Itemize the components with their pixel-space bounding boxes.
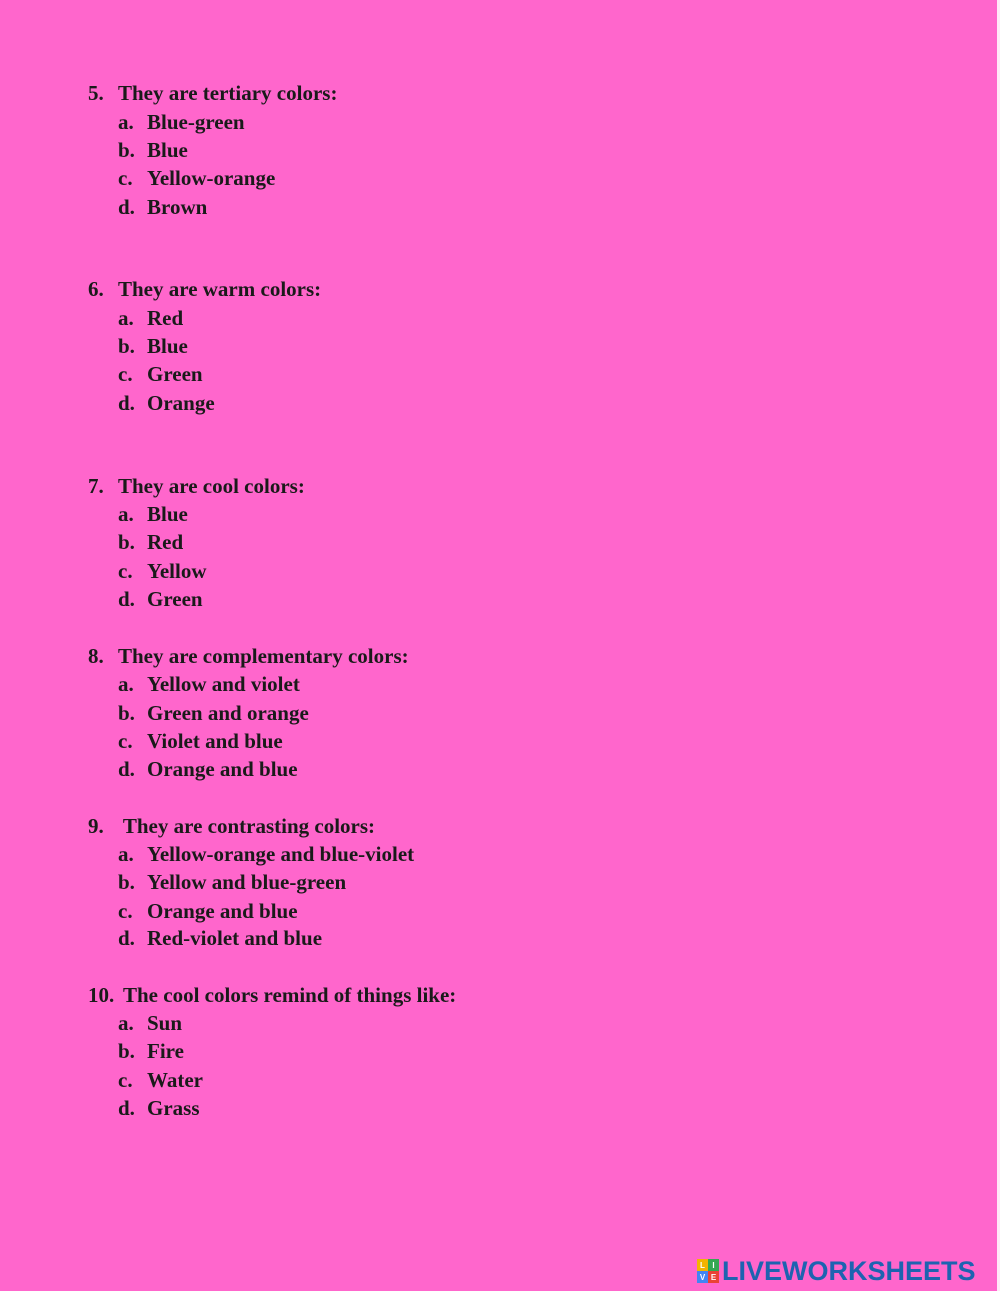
option-letter: a.	[118, 306, 134, 330]
logo-mark-letter: V	[697, 1271, 708, 1283]
option-5b[interactable]	[118, 138, 518, 162]
option-5c[interactable]	[118, 166, 518, 190]
question-number: 6.	[88, 277, 104, 301]
option-text: Grass	[147, 1096, 200, 1120]
option-9d[interactable]	[118, 926, 518, 950]
option-text: Blue	[147, 334, 188, 358]
option-letter: d.	[118, 391, 135, 415]
option-8b[interactable]	[118, 701, 518, 725]
option-letter: b.	[118, 1039, 135, 1063]
question-9	[88, 814, 588, 838]
question-5	[88, 81, 588, 105]
option-text: Red	[147, 306, 184, 330]
option-text: Orange and blue	[147, 757, 298, 781]
option-text: Violet and blue	[147, 729, 283, 753]
option-letter: b.	[118, 870, 135, 894]
option-letter: c.	[118, 166, 133, 190]
question-text: The cool colors remind of things like:	[123, 983, 457, 1007]
logo-text: LIVEWORKSHEETS	[722, 1256, 976, 1286]
option-text: Orange and blue	[147, 899, 298, 923]
option-text: Sun	[147, 1011, 183, 1035]
option-text: Fire	[147, 1039, 184, 1063]
option-text: Yellow and violet	[147, 672, 300, 696]
question-text: They are complementary colors:	[118, 644, 409, 668]
question-text: They are contrasting colors:	[118, 814, 376, 838]
option-text: Blue	[147, 502, 188, 526]
option-letter: c.	[118, 559, 133, 583]
option-text: Yellow-orange and blue-violet	[147, 842, 415, 866]
question-7	[88, 474, 588, 498]
option-letter: b.	[118, 138, 135, 162]
option-letter: b.	[118, 701, 135, 725]
option-7a[interactable]	[118, 502, 518, 526]
option-text: Yellow-orange	[147, 166, 276, 190]
option-7d[interactable]	[118, 587, 518, 611]
logo-mark-letter: E	[708, 1271, 719, 1283]
option-9b[interactable]	[118, 870, 518, 894]
option-text: Red	[147, 530, 184, 554]
option-9a[interactable]	[118, 842, 518, 866]
option-text: Blue	[147, 138, 188, 162]
option-letter: a.	[118, 842, 134, 866]
option-8c[interactable]	[118, 729, 518, 753]
option-letter: a.	[118, 1011, 134, 1035]
liveworksheets-logo	[697, 1257, 976, 1285]
logo-mark-letter: L	[697, 1259, 708, 1271]
option-5a[interactable]	[118, 110, 518, 134]
option-10c[interactable]	[118, 1068, 518, 1092]
option-letter: c.	[118, 1068, 133, 1092]
option-letter: b.	[118, 334, 135, 358]
option-letter: c.	[118, 899, 133, 923]
option-letter: a.	[118, 110, 134, 134]
option-letter: c.	[118, 362, 133, 386]
option-letter: d.	[118, 195, 135, 219]
question-text: They are warm colors:	[118, 277, 322, 301]
question-text: They are cool colors:	[118, 474, 305, 498]
option-letter: a.	[118, 502, 134, 526]
question-number: 7.	[88, 474, 104, 498]
logo-mark-icon	[697, 1259, 719, 1283]
option-letter: a.	[118, 672, 134, 696]
option-letter: b.	[118, 530, 135, 554]
option-8d[interactable]	[118, 757, 518, 781]
question-text: They are tertiary colors:	[118, 81, 338, 105]
option-7c[interactable]	[118, 559, 518, 583]
option-letter: d.	[118, 1096, 135, 1120]
option-letter: d.	[118, 587, 135, 611]
option-letter: c.	[118, 729, 133, 753]
option-text: Red-violet and blue	[147, 926, 323, 950]
question-8	[88, 644, 588, 668]
question-number: 5.	[88, 81, 104, 105]
option-letter: d.	[118, 757, 135, 781]
option-text: Brown	[147, 195, 208, 219]
option-8a[interactable]	[118, 672, 518, 696]
option-6c[interactable]	[118, 362, 518, 386]
option-text: Yellow and blue-green	[147, 870, 347, 894]
option-5d[interactable]	[118, 195, 518, 219]
option-text: Green	[147, 587, 203, 611]
option-6a[interactable]	[118, 306, 518, 330]
question-number: 9.	[88, 814, 104, 838]
option-6b[interactable]	[118, 334, 518, 358]
option-text: Yellow	[147, 559, 207, 583]
option-10d[interactable]	[118, 1096, 518, 1120]
option-10a[interactable]	[118, 1011, 518, 1035]
question-10	[88, 983, 588, 1007]
option-text: Water	[147, 1068, 203, 1092]
question-number: 10.	[88, 983, 115, 1007]
option-letter: d.	[118, 926, 135, 950]
option-7b[interactable]	[118, 530, 518, 554]
option-10b[interactable]	[118, 1039, 518, 1063]
question-6	[88, 277, 588, 301]
option-text: Orange	[147, 391, 215, 415]
option-text: Green and orange	[147, 701, 309, 725]
option-9c[interactable]	[118, 899, 518, 923]
option-6d[interactable]	[118, 391, 518, 415]
logo-mark-letter: I	[708, 1259, 719, 1271]
option-text: Green	[147, 362, 203, 386]
option-text: Blue-green	[147, 110, 245, 134]
question-number: 8.	[88, 644, 104, 668]
